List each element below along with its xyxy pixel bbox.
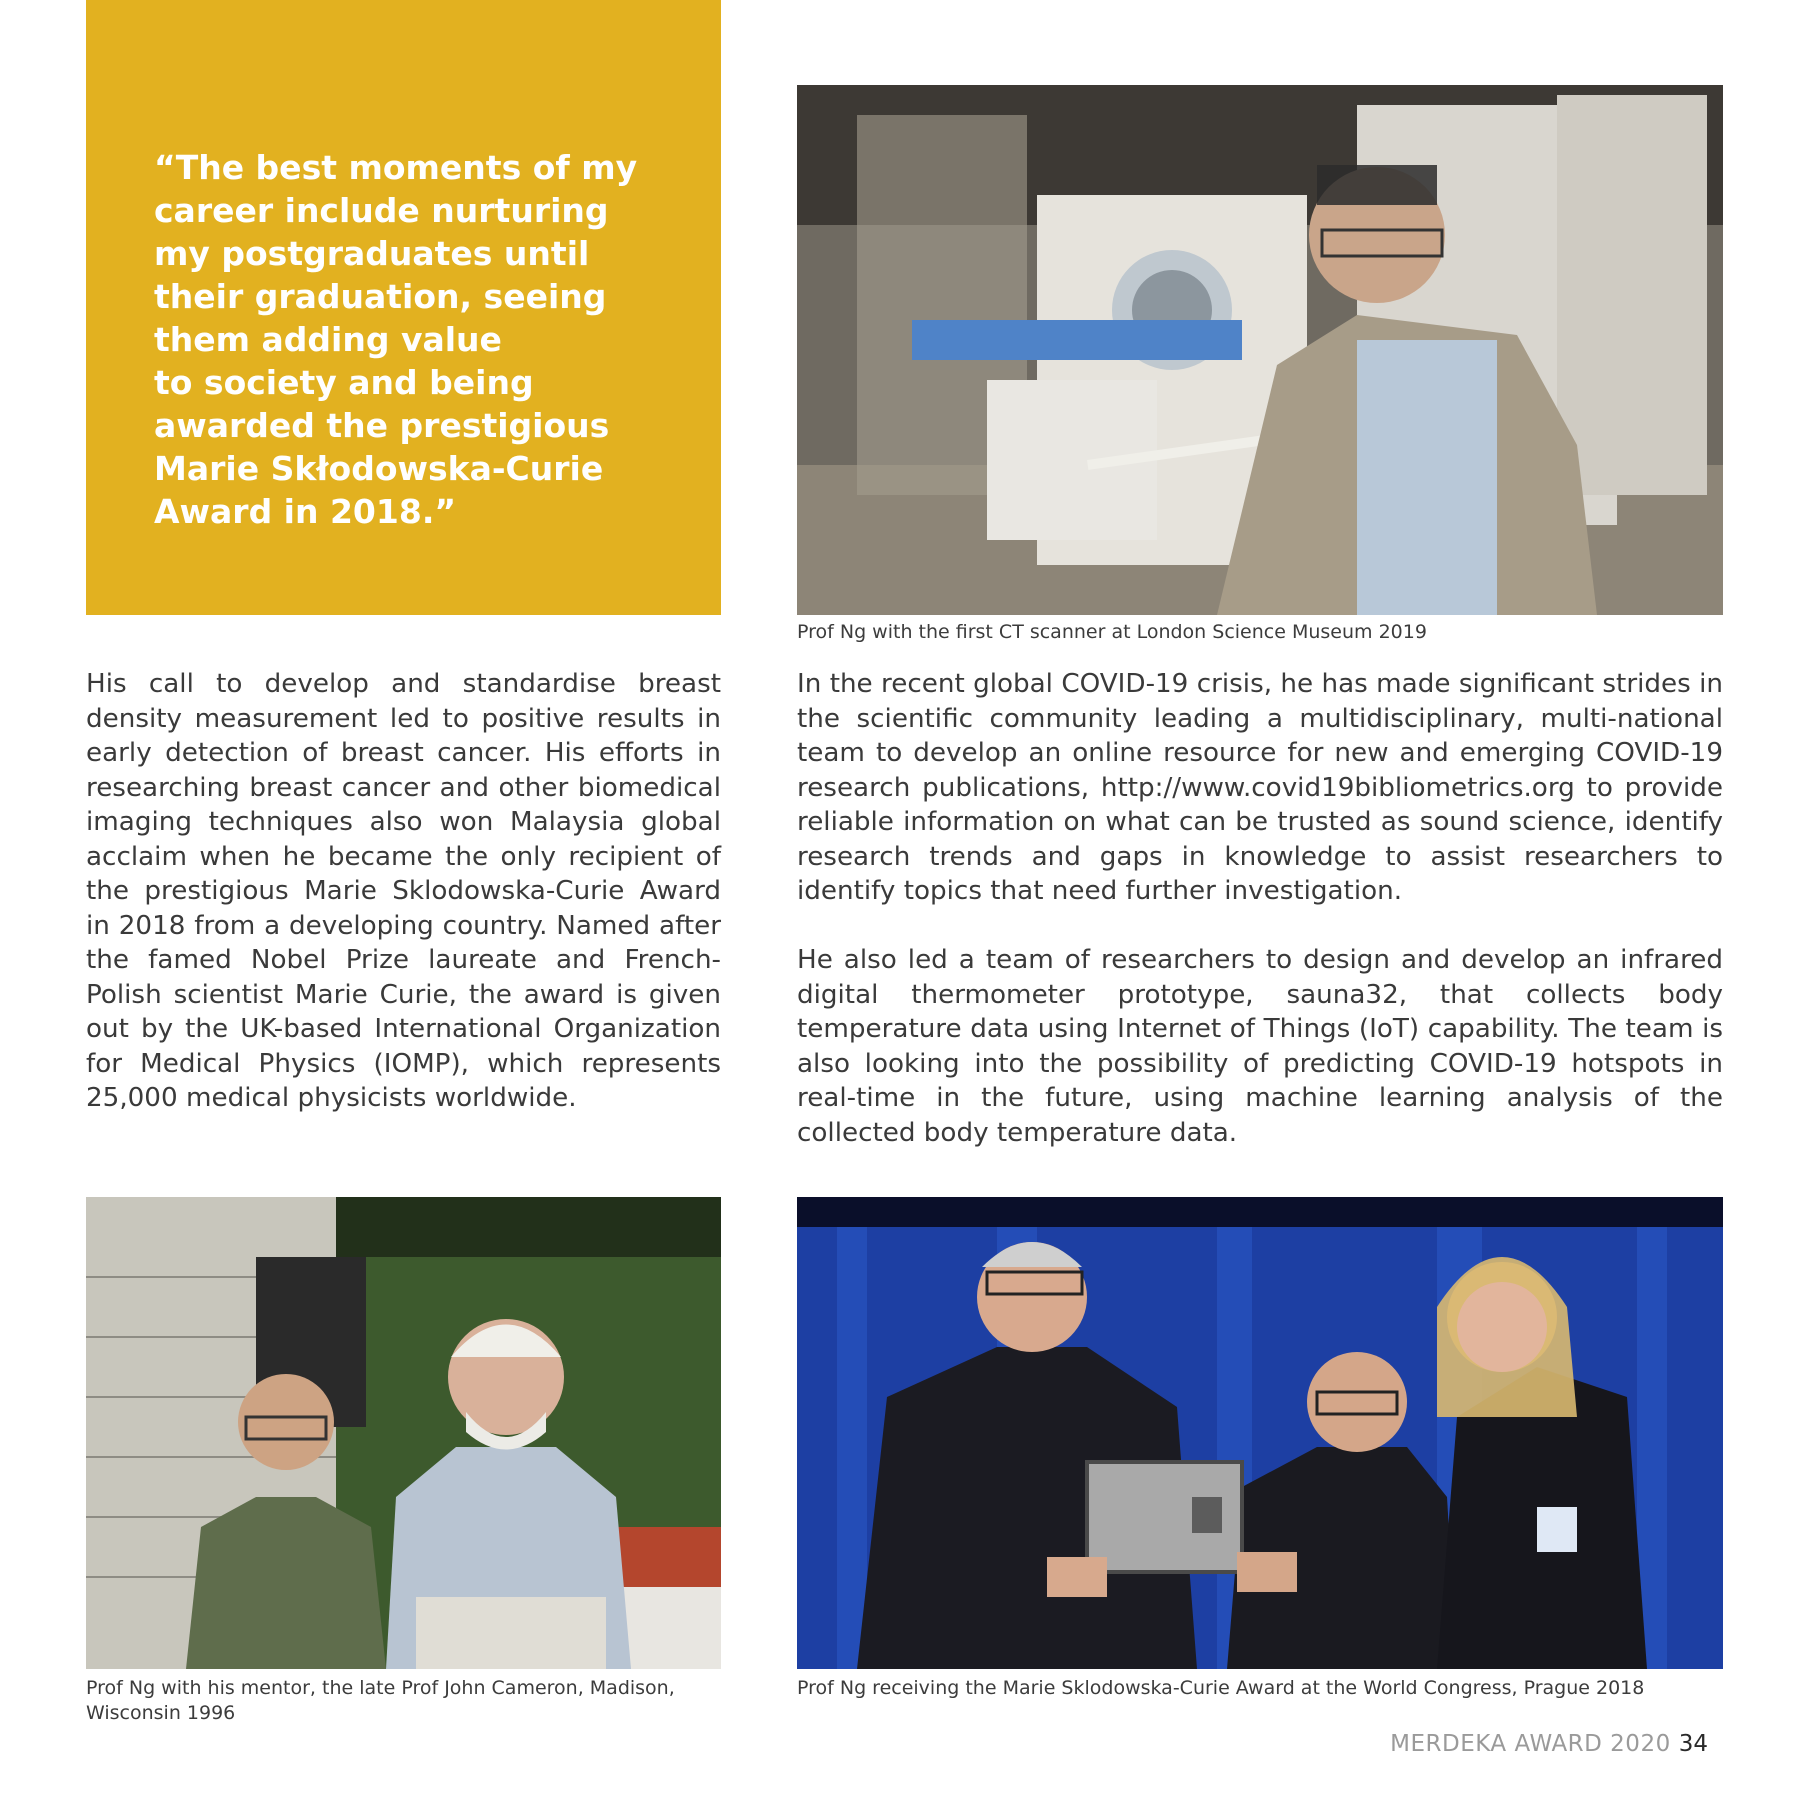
- left-column-text: [86, 667, 721, 1116]
- award-caption: Prof Ng receiving the Marie Sklodowska-Curie Award at the World Congress, Prague 2018: [797, 1677, 1645, 1699]
- publication-name: MERDEKA AWARD 2020: [1390, 1731, 1671, 1757]
- right-paragraph-2: He also led a team of researchers to design and develop an infrared digital thermometer prototype, sauna32, that collects body temperature data using Internet of Things (IoT) capability. The team is also looking into the possibility of predicting COVID-19 hotspots in real-time in the future, using machine learning analysis of the collected body temperature data.: [797, 945, 1723, 1148]
- page-number: 34: [1678, 1731, 1708, 1757]
- right-paragraph-1: In the recent global COVID-19 crisis, he has made significant strides in the scientific community leading a multidisciplinary, multi-national team to develop an online resource for new and emerging COVID-19 research publications, http://www.covid19bibliometrics.org to provide reliable information on what can be trusted as sound science, identify research trends and gaps in knowledge to assist researchers to identify topics that need further investigation.: [797, 669, 1723, 906]
- pull-quote-box: [86, 0, 721, 615]
- ct-scanner-caption: Prof Ng with the first CT scanner at London Science Museum 2019: [797, 621, 1427, 643]
- award-photo: [797, 1197, 1723, 1669]
- pull-quote-text: “The best moments of my career include nurturing my postgraduates until their graduation, seeing them adding value to society and being awarded the prestigious Marie Skłodowska-Curie Award in 2018.”: [154, 148, 638, 531]
- right-column-text: [797, 667, 1723, 1150]
- page-footer: [1390, 1730, 1708, 1758]
- left-paragraph-1: His call to develop and standardise breast density measurement led to positive results in early detection of breast cancer. His efforts in researching breast cancer and other biomedical imaging techniques also won Malaysia global acclaim when he became the only recipient of the prestigious Marie Sklodowska-Curie Award in 2018 from a developing country. Named after the famed Nobel Prize laureate and French-Polish scientist Marie Curie, the award is given out by the UK-based International Organization for Medical Physics (IOMP), which represents 25,000 medical physicists worldwide.: [86, 669, 721, 1113]
- mentor-caption: Prof Ng with his mentor, the late Prof John Cameron, Madison, Wisconsin 1996: [86, 1677, 675, 1724]
- mentor-photo: [86, 1197, 721, 1669]
- ct-scanner-photo: [797, 85, 1723, 615]
